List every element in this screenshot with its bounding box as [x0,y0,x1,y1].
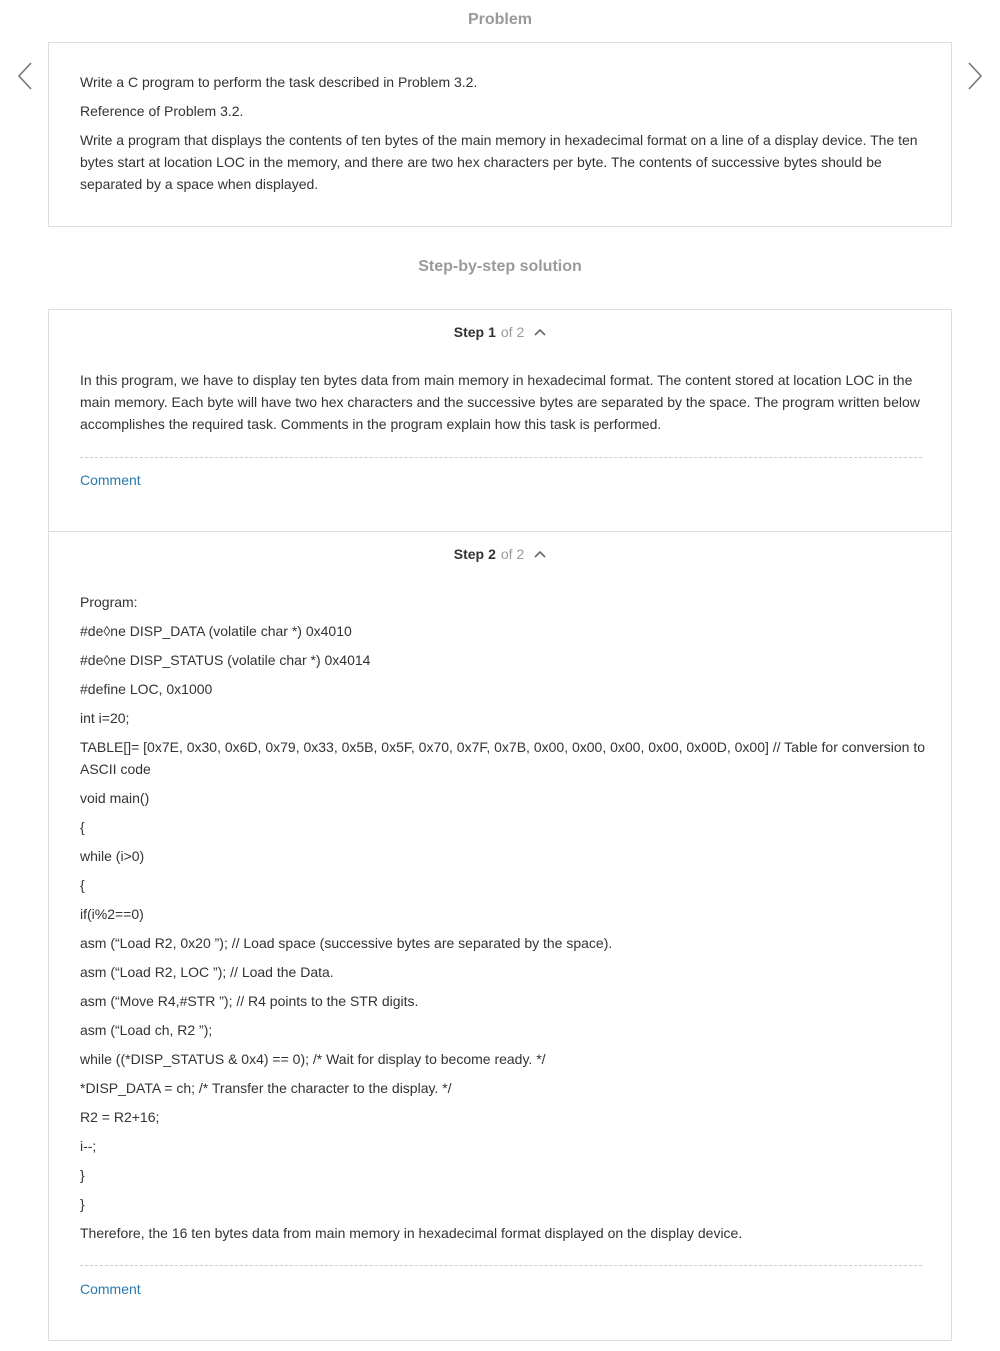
code-line: asm (“Load R2, 0x20 ”); // Load space (successive bytes are separated by the space). [80,935,613,951]
problem-text: Write a C program to perform the task described in Problem 3.2. [80,74,478,90]
chevron-right-icon [967,61,983,96]
code-line: #define LOC, 0x1000 [80,681,213,697]
code-line: *DISP_DATA = ch; /* Transfer the character to the display. */ [80,1080,452,1096]
step-number: 2 [488,546,496,562]
code-line: #de◊ne DISP_DATA (volatile char *) 0x4010 [80,623,352,639]
code-line: asm (“Move R4,#STR ”); // R4 points to the STR digits. [80,993,419,1009]
solution-title: Step-by-step solution [418,258,582,275]
steps-card [48,309,952,1341]
code-line: { [80,819,85,835]
comment-link[interactable]: Comment [80,472,141,488]
code-line: { [80,877,85,893]
step-2-header[interactable] [49,544,951,564]
step-1-header[interactable] [49,322,951,342]
code-line: int i=20; [80,710,130,726]
code-line: void main() [80,790,150,806]
chevron-left-icon [17,61,33,96]
prev-button[interactable] [10,62,40,94]
code-line: } [80,1167,85,1183]
code-line: asm (“Load R2, LOC ”); // Load the Data. [80,964,334,980]
divider [80,1265,922,1266]
step-count: of 2 [500,324,525,340]
problem-description: Write a program that displays the contents of ten bytes of the main memory in hexadecimal format on a line of a display device. The ten bytes start at location LOC in the memory, and there are two hex characters per byte. The contents of successive bytes should be separated by a space when displayed. [80,132,918,192]
step-number: 1 [488,324,496,340]
problem-card [48,42,952,227]
step-count: of 2 [500,546,525,562]
step-label: Step [453,546,485,562]
chevron-up-icon [534,550,546,558]
code-line: TABLE[]= [0x7E, 0x30, 0x6D, 0x79, 0x33, 0x5B, 0x5F, 0x70, 0x7F, 0x7B, 0x00, 0x00, 0x00, 0x00, 0x00D, 0x00] // Table for conversion to ASCII code [80,739,929,777]
divider [80,457,922,458]
chevron-up-icon [534,328,546,336]
problem-title: Problem [467,11,532,28]
code-line: asm (“Load ch, R2 ”); [80,1022,213,1038]
step-2 [49,532,951,1340]
comment-link[interactable]: Comment [80,1281,141,1297]
code-line: i--; [80,1138,97,1154]
code-line: if(i%2==0) [80,906,144,922]
code-line: while ((*DISP_STATUS & 0x4) == 0); /* Wait for display to become ready. */ [80,1051,546,1067]
code-line: R2 = R2+16; [80,1109,160,1125]
step-1 [49,310,951,532]
code-line: while (i>0) [80,848,145,864]
step-1-text: In this program, we have to display ten bytes data from main memory in hexadecimal format. The content stored at location LOC in the main memory. Each byte will have two hex characters and the successive bytes are separated by the space. The program written below accomplishes the required task. Comments in the program explain how this task is performed. [80,372,920,432]
code-line: Program: [80,594,138,610]
code-line: #de◊ne DISP_STATUS (volatile char *) 0x4014 [80,652,371,668]
next-button[interactable] [960,62,990,94]
step-2-conclusion: Therefore, the 16 ten bytes data from main memory in hexadecimal format displayed on the display device. [80,1225,743,1241]
code-line: } [80,1196,85,1212]
step-label: Step [453,324,485,340]
problem-reference: Reference of Problem 3.2. [80,103,244,119]
